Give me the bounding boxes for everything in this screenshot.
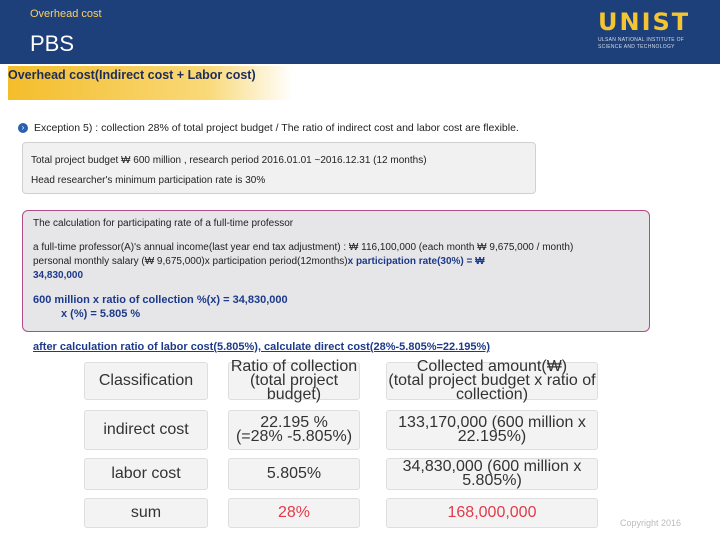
header-ratio-line1: Ratio of collection xyxy=(230,358,358,375)
row-indirect-amount xyxy=(386,410,598,450)
section-title-text: Overhead cost(Indirect cost + Labor cost) xyxy=(8,68,256,82)
calculation-box xyxy=(22,210,650,332)
page-title: PBS xyxy=(30,31,75,56)
monthly-salary-text: personal monthly salary (₩ 9,675,000)x participation period(12months) xyxy=(33,256,348,267)
row-ratio: 5.805% xyxy=(266,465,322,482)
row-ratio: 28% xyxy=(277,504,311,521)
row-sum-ratio xyxy=(228,498,360,528)
breadcrumb: Overhead cost xyxy=(30,8,102,20)
header-amount-line2: (total project budget x ratio of collection) xyxy=(388,372,596,403)
budget-info-box xyxy=(22,142,536,194)
footer-copyright: Copyright 2016 xyxy=(620,518,682,528)
header-ratio-line2: (total project budget) xyxy=(249,372,339,403)
row-label: indirect cost xyxy=(103,421,189,438)
row-amount: 168,000,000 xyxy=(447,504,537,521)
after-calculation-text: after calculation ratio of labor cost(5.805%), calculate direct cost(28%-5.805%=22.195%) xyxy=(33,341,490,353)
header-ratio xyxy=(228,358,360,403)
row-amount: 133,170,000 (600 million x 22.195%) xyxy=(398,414,586,445)
logo-subtitle-2: SCIENCE AND TECHNOLOGY xyxy=(598,44,675,50)
exception-line xyxy=(18,122,519,134)
participation-line: Head researcher's minimum participation rate is 30% xyxy=(31,175,266,186)
monthly-salary-line xyxy=(33,255,639,269)
exception-text: Exception 5) : collection 28% of total project budget / The ratio of indirect cost and labor cost are flexible. xyxy=(34,122,519,134)
header-classification xyxy=(84,362,208,400)
header-bar xyxy=(0,0,720,64)
section-heading xyxy=(8,66,293,100)
budget-line: Total project budget ₩ 600 million , research period 2016.01.01 ~2016.12.31 (12 months) xyxy=(31,155,427,166)
row-ratio: 22.195 % xyxy=(260,414,328,431)
header-amount-line1: Collected amount(₩) xyxy=(416,358,568,375)
chevron-right-icon: › xyxy=(18,123,28,133)
row-label: sum xyxy=(130,504,162,521)
row-indirect-label xyxy=(84,410,208,450)
equation-line-1: 600 million x ratio of collection %(x) = 34,830,000 xyxy=(33,294,288,306)
row-sum-label xyxy=(84,498,208,528)
equation-line-2: x (%) = 5.805 % xyxy=(61,308,141,320)
row-label: labor cost xyxy=(111,465,181,482)
equation-block xyxy=(33,293,639,321)
row-indirect-ratio xyxy=(228,410,360,450)
row-labor-ratio xyxy=(228,458,360,490)
unist-logo xyxy=(598,8,710,60)
participation-rate-text: x participation rate(30%) = ₩ xyxy=(347,256,485,267)
header-amount xyxy=(386,358,598,403)
calculation-title: The calculation for participating rate of a full-time professor xyxy=(33,218,294,229)
annual-income-line: a full-time professor(A)'s annual income(last year end tax adjustment) : ₩ 116,100,000 (each month ₩ 9,675,000 / month) xyxy=(33,242,574,253)
labor-cost-result: 34,830,000 xyxy=(33,270,84,281)
logo-subtitle-1: ULSAN NATIONAL INSTITUTE OF xyxy=(598,37,685,43)
row-amount: 34,830,000 (600 million x 5.805%) xyxy=(402,458,582,489)
row-sum-amount xyxy=(386,498,598,528)
row-labor-label xyxy=(84,458,208,490)
row-labor-amount xyxy=(386,458,598,490)
row-ratio-sub: (=28% -5.805%) xyxy=(235,428,353,445)
header-classification-label: Classification xyxy=(98,372,194,389)
logo-mark: UNIST xyxy=(598,8,691,36)
